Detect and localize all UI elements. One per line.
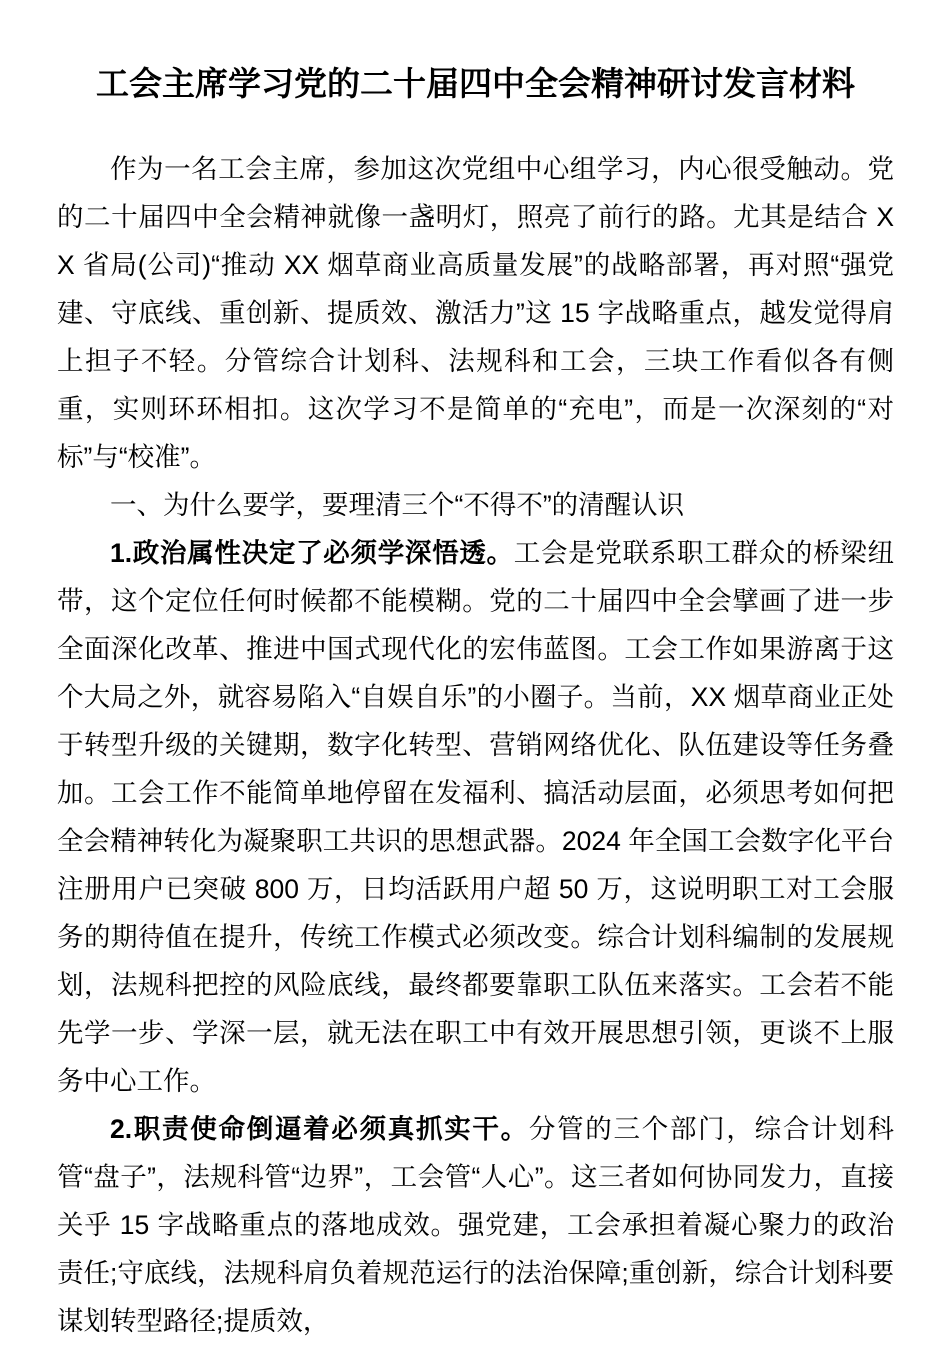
point-2-text: 分管的三个部门，综合计划科管“盘子”，法规科管“边界”，工会管“人心”。这三者如何协同发力，直接关乎 15 字战略重点的落地成效。强党建，工会承担着凝心聚力的政治责任;守底线，法规科肩负着规范运行的法治保障;重创新，综合计划科要谋划转型路径;提质效， bbox=[57, 1113, 894, 1336]
section-heading-1: 一、为什么要学，要理清三个“不得不”的清醒认识 bbox=[110, 489, 685, 520]
paragraph-intro: 作为一名工会主席，参加这次党组中心组学习，内心很受触动。党的二十届四中全会精神就像一盏明灯，照亮了前行的路。尤其是结合 XX 省局(公司)“推动 XX 烟草商业高质量发展”的战略部署，再对照“强党建、守底线、重创新、提质效、激活力”这 15 字战略重点，越发觉得肩上担子不轻。分管综合计划科、法规科和工会，三块工作看似各有侧重，实则环环相扣。这次学习不是简单的“充电”，而是一次深刻的“对标”与“校准”。 bbox=[57, 153, 894, 472]
point-1-text: 工会是党联系职工群众的桥梁纽带，这个定位任何时候都不能模糊。党的二十届四中全会擘画了进一步全面深化改革、推进中国式现代化的宏伟蓝图。工会工作如果游离于这个大局之外，就容易陷入“自娱自乐”的小圈子。当前，XX 烟草商业正处于转型升级的关键期，数字化转型、营销网络优化、队伍建设等任务叠加。工会工作不能简单地停留在发福利、搞活动层面，必须思考如何把全会精神转化为凝聚职工共识的思想武器。2024 年全国工会数字化平台注册用户已突破 800 万，日均活跃用户超 50 万，这说明职工对工会服务的期待值在提升，传统工作模式必须改变。综合计划科编制的发展规划，法规科把控的风险底线，最终都要靠职工队伍来落实。工会若不能先学一步、学深一层，就无法在职工中有效开展思想引领，更谈不上服务中心工作。 bbox=[57, 537, 895, 1096]
document-body bbox=[57, 145, 894, 1345]
paragraph-point-2 bbox=[57, 1105, 894, 1345]
page-title: 工会主席学习党的二十届四中全会精神研讨发言材料 bbox=[96, 65, 855, 102]
document-content bbox=[57, 0, 894, 1345]
paragraph-point-1 bbox=[57, 529, 894, 1105]
point-2-lead: 2.职责使命倒逼着必须真抓实干。 bbox=[110, 1113, 529, 1144]
point-1-lead: 1.政治属性决定了必须学深悟透。 bbox=[110, 537, 514, 568]
